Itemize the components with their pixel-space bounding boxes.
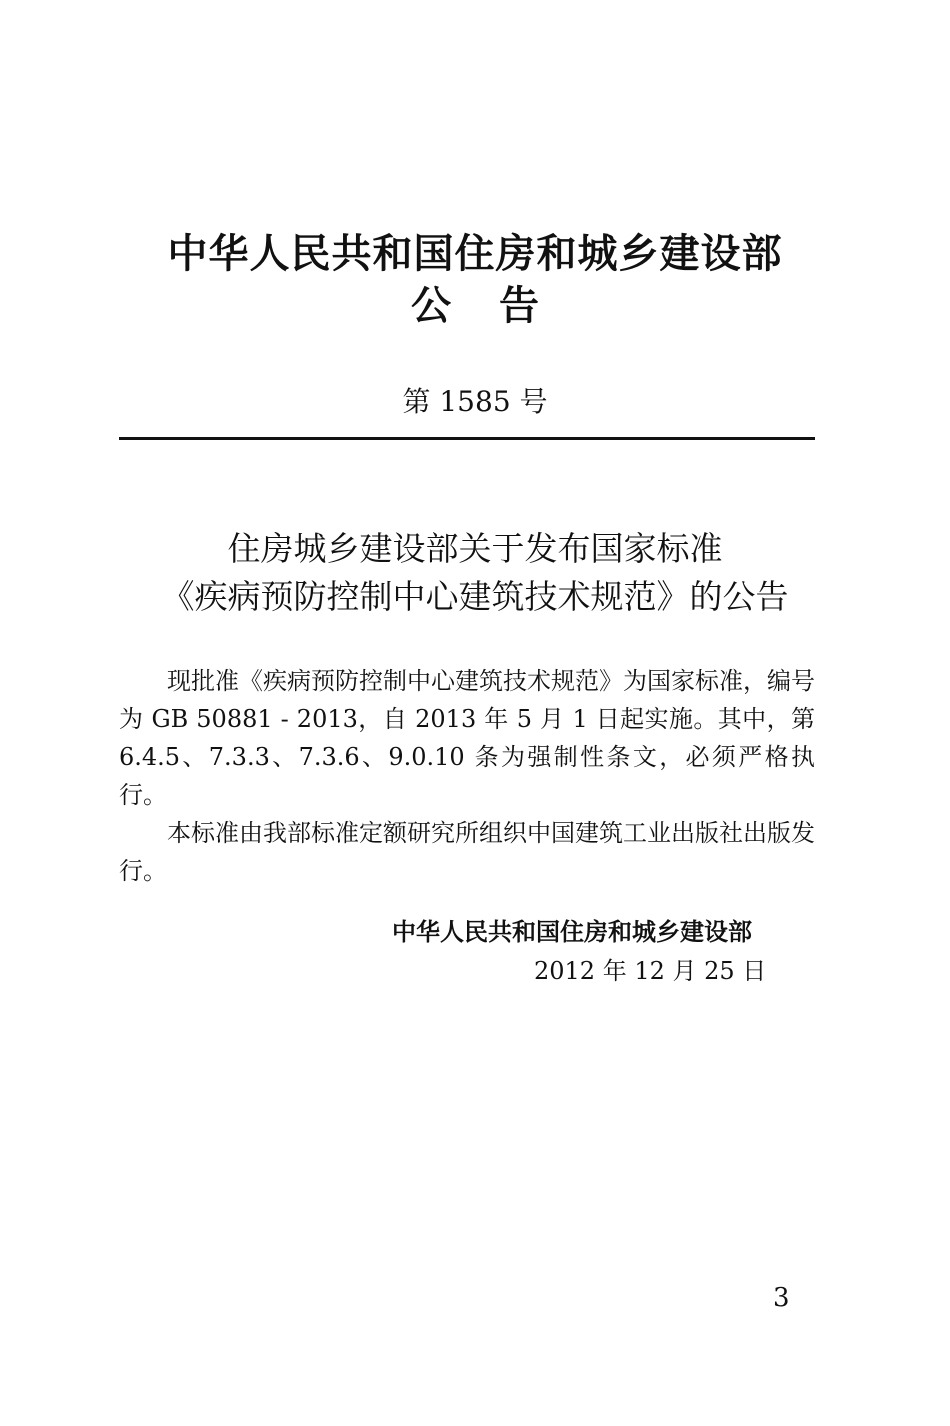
header-divider	[119, 437, 815, 440]
page-number: 3	[773, 1283, 790, 1313]
notice-subject	[0, 525, 950, 621]
body-paragraph-1: 现批准《疾病预防控制中心建筑技术规范》为国家标准，编号为 GB 50881 - 2013，自 2013 年 5 月 1 日起实施。其中，第 6.4.5、7.3.3、7.3.6、9.0.10 条为强制性条文，必须严格执行。	[119, 667, 815, 809]
issuing-organization: 中华人民共和国住房和城乡建设部	[167, 231, 783, 277]
signature-organization: 中华人民共和国住房和城乡建设部	[392, 918, 752, 946]
document-type-title: 公告	[411, 283, 587, 329]
subject-line-1: 住房城乡建设部关于发布国家标准	[227, 529, 723, 568]
notice-body	[119, 662, 815, 890]
notice-number: 第 1585 号	[402, 385, 548, 418]
subject-line-2: 《疾病预防控制中心建筑技术规范》的公告	[161, 577, 789, 616]
body-paragraph-2: 本标准由我部标准定额研究所组织中国建筑工业出版社出版发行。	[119, 819, 815, 885]
signature-date: 2012 年 12 月 25 日	[534, 957, 767, 985]
